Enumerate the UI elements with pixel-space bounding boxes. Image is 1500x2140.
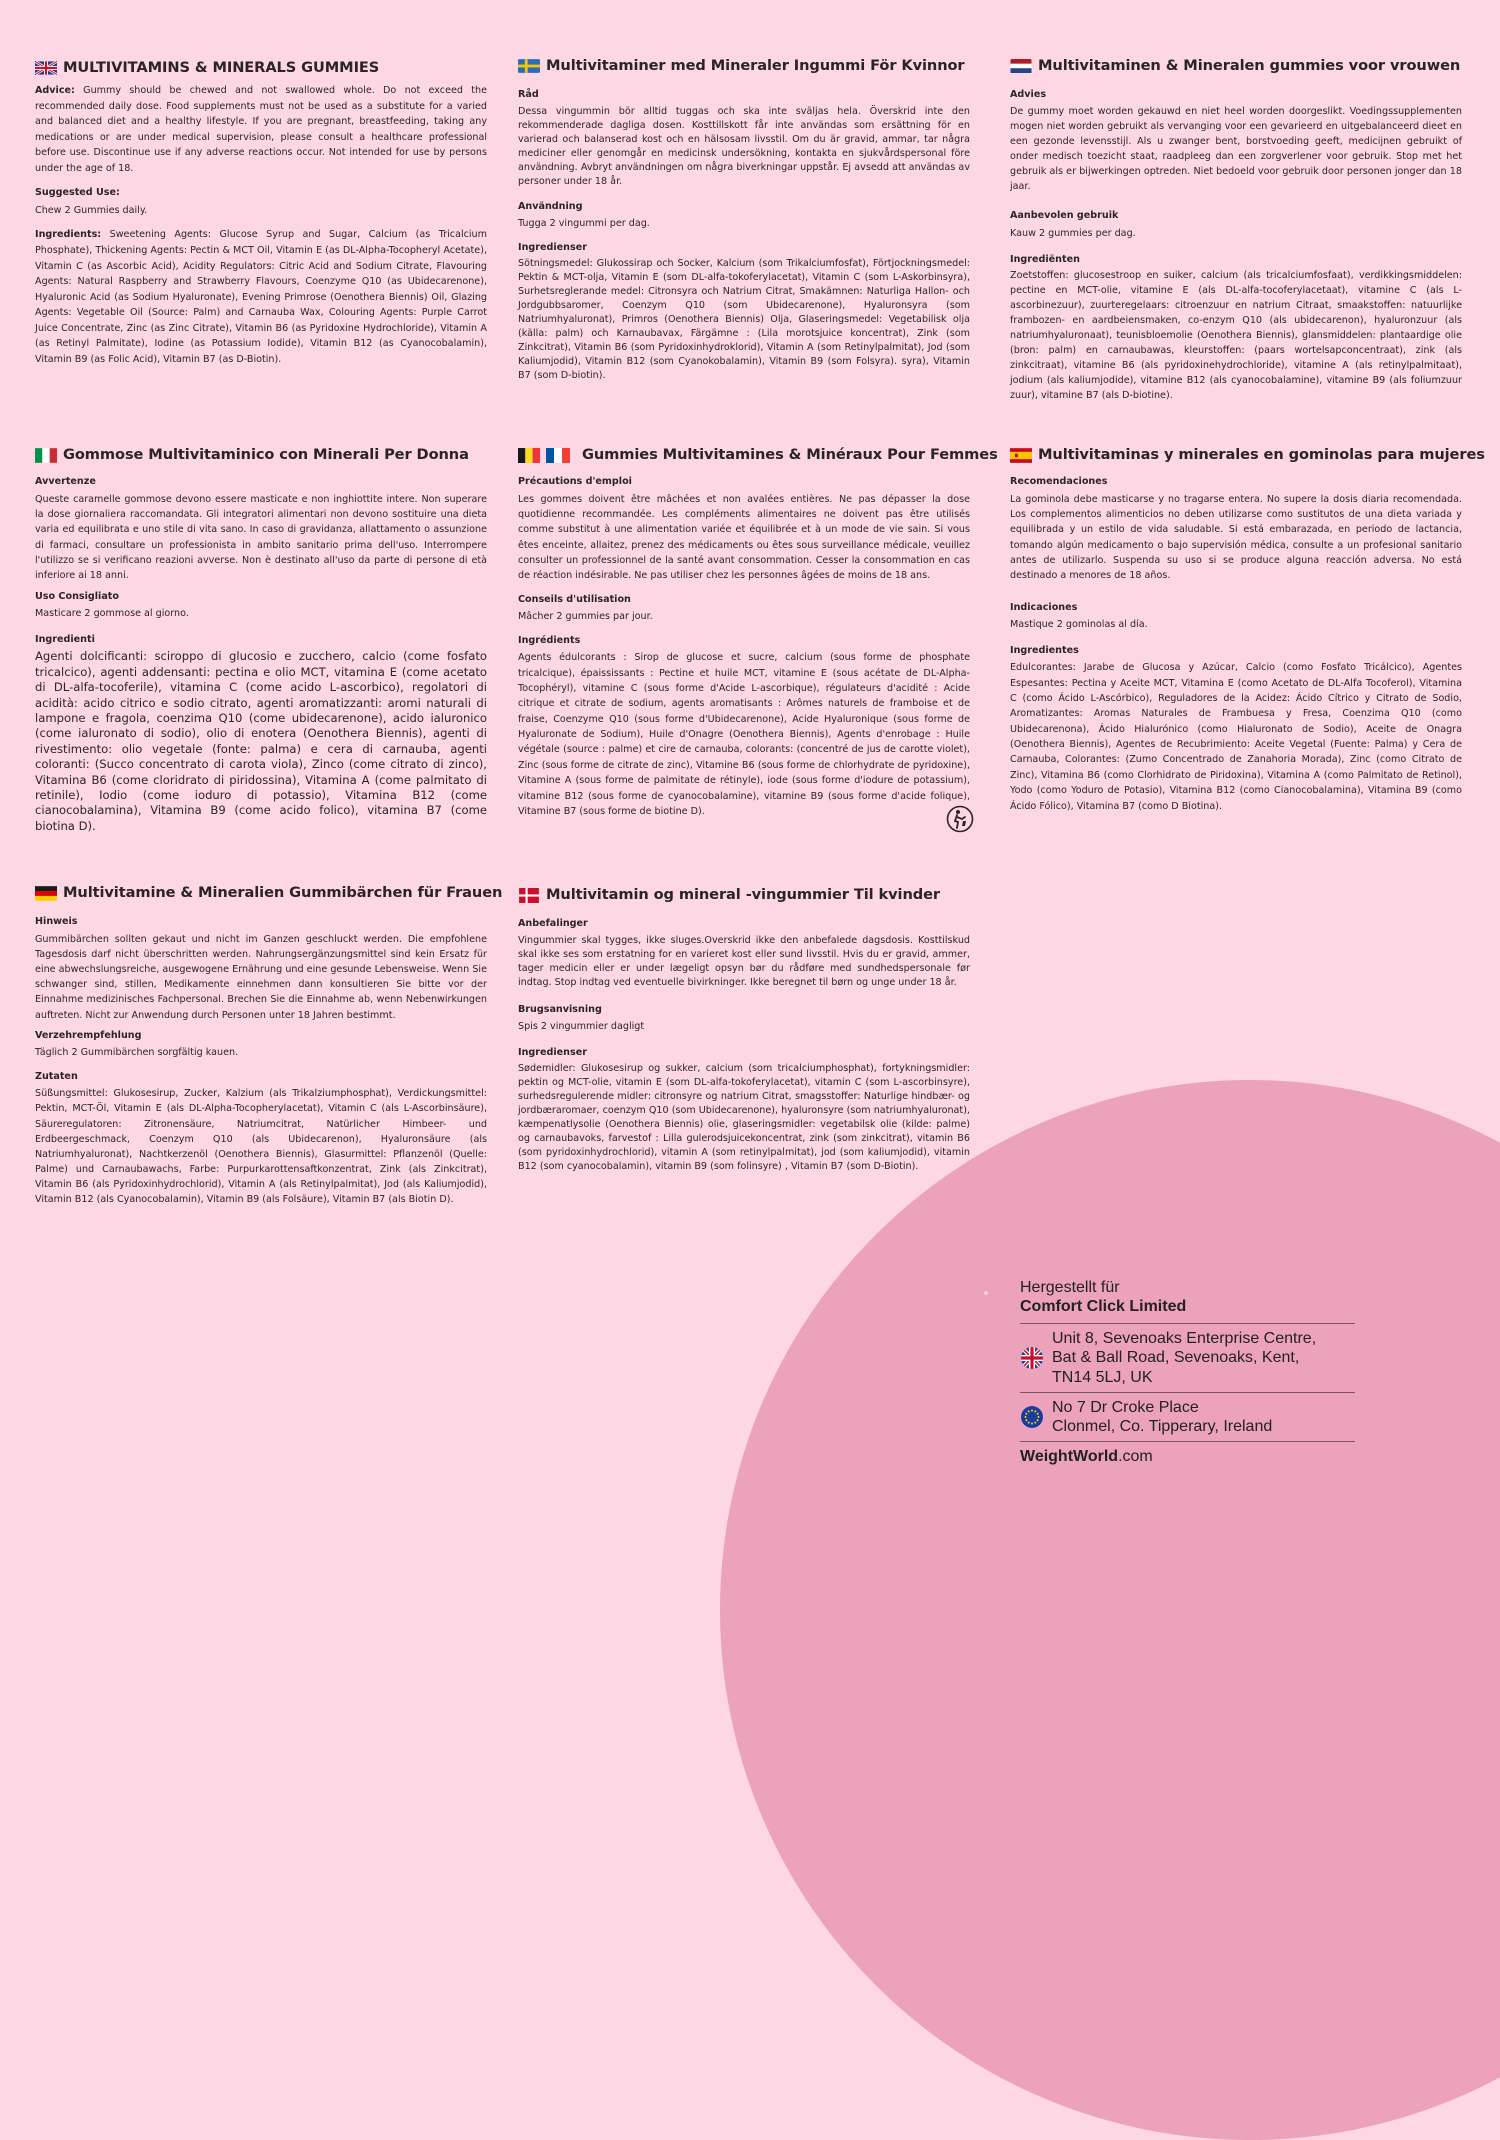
section-german	[35, 884, 503, 1213]
section-danish	[518, 886, 970, 1179]
suggested-use-label: Indicaciones	[1010, 601, 1078, 613]
advice-text: Queste caramelle gommose devono essere masticate e non inghiottite intere. Non superare la dose giornaliera raccomandata. Gli integratori alimentari non devono sostituire una dieta varia ed equilibrata e uno stile di vita sano. In caso di gravidanza, allattamento o assunzione di farmaci, consultare un professionista in ambito sanitario prima dell'uso. Interrompere l'utilizzo se si verificano reazioni avverse. Non è destinato all'uso da parte di persone di età inferiore ai 18 anni.	[35, 493, 487, 582]
ingredients-text: Süßungsmittel: Glukosesirup, Zucker, Kalzium (als Trikalziumphosphat), Verdickungsmittel: Pektin, MCT-Öl, Vitamin E (als DL-Alpha-Tocopherylacetat), Vitamin C (als L-Ascorbinsäure), Säureregulatoren: Zitronensäure, Natriumcitrat, Natürlicher Himbeer- und Erdbeergeschmack, Coenzym Q10 (als Ubidecarenon), Hyaluronsäure (als Natriumhyaluronat), Nachtkerzenöl (Oenothera Biennis), Glasurmittel: Pflanzenöl (Quelle: Palme) und Carnaubawachs, Farbe: Purpurkarottensaftkonzentrat, Zink (als Zinkcitrat), Vitamin B6 (als Pyridoxinhydrochlorid), Vitamin A (als Retinylpalmitat), Jod (als Kaliumjodid), Vitamin B12 (als Cyanocobalamin), Vitamin B9 (als Folsäure), Vitamin B7 (als Biotin D).	[35, 1088, 487, 1206]
title-text: Gummies Multivitamines & Minéraux Pour Femmes	[582, 446, 998, 463]
decorative-pink-circle	[720, 1080, 1500, 2140]
advice-label: Råd	[518, 89, 539, 101]
advice-text: Dessa vingummin bör alltid tuggas och ska inte sväljas hela. Överskrid inte den rekommenderade dagliga dosen. Kosttillskott får inte användas som ersättning för en varierad och balanserad kost och en hälsosam livsstil. Om du är gravid, ammar, tar några mediciner eller genomgår en medicinsk undersökning, kontakta en sjukvårdspersonal före användning. Avbryt användningen om några biverkningar uppstår. Ej avsedd att användas av personer under 18 år.	[518, 105, 970, 187]
eu-address-line-1: No 7 Dr Croke Place	[1052, 1398, 1199, 1416]
suggested-use-label: Conseils d'utilisation	[518, 593, 631, 605]
section-swedish	[518, 57, 970, 388]
eu-flag-icon	[1020, 1405, 1044, 1429]
made-for-label: Hergestellt für	[1020, 1279, 1120, 1296]
title-text: Multivitaminen & Mineralen gummies voor vrouwen	[1038, 57, 1461, 74]
eu-address-line-2: Clonmel, Co. Tipperary, Ireland	[1052, 1417, 1273, 1435]
ingredients-label: Ingredienser	[518, 1046, 587, 1058]
ingredients-label: Ingrediënten	[1010, 253, 1080, 265]
section-spanish	[1010, 446, 1485, 819]
ingredients-label: Ingredientes	[1010, 644, 1079, 656]
ingredients-label: Zutaten	[35, 1070, 78, 1082]
section-title-spanish	[1010, 446, 1485, 464]
advice-label: Advies	[1010, 89, 1047, 101]
ingredients-text: Zoetstoffen: glucosestroop en suiker, calcium (als tricalciumfosfaat), verdikkingsmiddelen: pectine en MCT-olie, vitamine E (als DL-alfa-tocoferylacetaat), vitamine C (als L-ascorbinezuur), zuurteregelaars: citroenzuur en natrium Citraat, smaakstoffen: natuurlijke frambozen- en aardbeiensmaken, co-enzym Q10 (als ubidecarenon), hyaluronzuur (als natriumhyaluronaat), teunisbloemolie (Oenothera Biennis), glansmiddelen: plantaardige olie (bron: palm) en carnaubawas, kleurstoffen: (paars wortelsapconcentraat), zink (als zinkcitraat), vitamine B6 (als pyridoxinehydrochloride), vitamine A (als retinylpalmitaat), jodium (als kaliumjodide), vitamine B12 (als cyanocobalamine), vitamine B9 (als foliumzuur zuur), vitamine B7 (als D-biotine).	[1010, 270, 1462, 401]
suggested-use-text: Mastique 2 gominolas al día.	[1010, 619, 1148, 631]
suggested-use-label: Verzehrempfehlung	[35, 1029, 142, 1041]
ingredients-label: Ingrédients	[518, 634, 581, 646]
ingredients-text: Edulcorantes: Jarabe de Glucosa y Azúcar, Calcio (como Fosfato Tricálcico), Agentes Espesantes: Pectina y Aceite MCT, Vitamina E (como Acetato de DL-Alfa Tocoferol), Vitamina C (como Ácido L-Ascórbico), Reguladores de la Acidez: Ácido Cítrico y Citrato de Sodio, Aromatizantes: Aromas Naturales de Frambuesa y Fresa, Coenzima Q10 (como Ubidecarenona), Ácido Hialurónico (como Hialuronato de Sodio), Aceite de Onagra (Oenothera Biennis), Agentes de Recubrimiento: Aceite Vegetal (Fuente: Palma) y Cera de Carnauba, Colorantes: (Zumo Concentrado de Zanahoria Morada), Zinc (como Citrato de Zinc), Vitamina B6 (como Clorhidrato de Piridoxina), Vitamina A (como Palmitato de Retinol), Yodo (como Yoduro de Potasio), Vitamina B12 (como Cianocobalamina), Vitamina B9 (como Ácido Fólico), Vitamina B7 (como D Biotina).	[1010, 662, 1462, 812]
section-dutch	[1010, 57, 1462, 409]
suggested-use-text: Mâcher 2 gummies par jour.	[518, 611, 653, 623]
ingredients-label: Ingredients:	[35, 229, 102, 241]
eu-address-row	[1020, 1392, 1355, 1441]
suggested-use-text: Kauw 2 gummies per dag.	[1010, 228, 1136, 240]
tidyman-recycle-icon	[946, 805, 974, 833]
advice-label: Hinweis	[35, 916, 78, 928]
netherlands-flag-icon	[1010, 59, 1032, 73]
ingredients-label: Ingredienti	[35, 633, 95, 645]
suggested-use-text: Spis 2 vingummier dagligt	[518, 1021, 645, 1033]
title-text: Multivitamin og mineral -vingummier Til kvinder	[546, 886, 940, 903]
section-title-italian	[35, 446, 487, 464]
ingredients-text: Sötningsmedel: Glukossirap och Socker, Kalcium (som Trikalciumfosfat), Förtjockningsmedel: Pektin & MCT-olja, Vitamin E (som DL-alfa-tokoferylacetat), Vitamin C (som L-Askorbinsyra), Surhetsreglerande medel: Citronsyra och Natrium Citrat, Smakämnen: Naturliga Hallon- och Jordgubbsaromer, Coenzym Q10 (som Ubidecarenone), Hyaluronsyra (som Natriumhyaluronat), Primros (Oenothera Biennis) Olja, Glaseringsmedel: Vegetabilisk olja (källa: palm) och Karnaubavax, Färgämne : (Lila morotsjuice koncentrat), Zink (som Zinkcitrat), Vitamin B6 (som Pyridoxinhydroklorid), Vitamin A (som Retinylpalmitat), Jod (som Kaliumjodid), Vitamin B12 (som Cyanokobalamin), Vitamin B9 (som Folsyra). syra), Vitamin B7 (som D-biotin).	[518, 258, 970, 382]
suggested-use-text: Täglich 2 Gummibärchen sorgfältig kauen.	[35, 1047, 239, 1059]
website-name: WeightWorld	[1020, 1448, 1119, 1466]
advice-text: Gummy should be chewed and not swallowed whole. Do not exceed the recommended daily dose. Food supplements must not be used as a substitute for a varied and balanced diet and a healthy lifestyle. If you are pregnant, breastfeeding, taking any medications or are under medical supervision, please consult a healthcare professional before use. Discontinue use if any adverse reactions occur. Not intended for use by persons under the age of 18.	[35, 85, 487, 174]
advice-label: Recomendaciones	[1010, 476, 1108, 488]
eu-address	[1052, 1398, 1272, 1436]
title-text: MULTIVITAMINS & MINERALS GUMMIES	[63, 59, 380, 76]
uk-address-row	[1020, 1323, 1355, 1392]
ingredients-label: Ingredienser	[518, 241, 587, 253]
section-title-danish	[518, 886, 970, 904]
advice-label: Anbefalinger	[518, 918, 588, 930]
advice-text: De gummy moet worden gekauwd en niet heel worden doorgeslikt. Voedingssupplementen mogen niet worden gebruikt als vervanging voor een gevarieerd en uitgebalanceerd dieet en een gezonde levensstijl. Als u zwanger bent, borstvoeding geeft, medicijnen gebruikt of onder medisch toezicht staat, raadpleeg dan een zorgverlener voor gebruik. Stop met het gebruik als er bijwerkingen optreden. Niet bedoeld voor gebruik door personen jonger dan 18 jaar.	[1010, 105, 1462, 192]
advice-text: Les gommes doivent être mâchées et non avalées entières. Ne pas dépasser la dose quotidienne recommandée. Les compléments alimentaires ne doivent pas être utilisés comme substitut à une alimentation variée et équilibrée et à un mode de vie sain. Si vous êtes enceinte, allaitez, prenez des médicaments ou êtes sous surveillance médicale, veuillez consulter un professionnel de la santé avant consommation. Cesser la consommation en cas de réaction indésirable. Ne pas utiliser chez les personnes âgées de moins de 18 ans.	[518, 493, 970, 582]
ingredients-text: Agents édulcorants : Sirop de glucose et sucre, calcium (sous forme de phosphate tricalcique), épaississants : Pectine et huile MCT, vitamine E (sous acétate de DL-Alpha-Tocophéryl), vitamine C (sous forme d'Acide L-ascorbique), régulateurs d'acidité : Acide citrique et citrate de sodium, agents aromatisants : Arômes naturels de framboise et de fraise, Coenzyme Q10 (sous forme d'Ubidecarenone), Acide Hyaluronique (sous forme de Hyaluronate de Sodium), Huile d'Onagre (Oenothera Biennis), Agents d'enrobage : Huile végétale (source : palme) et cire de carnauba, colorants: (concentré de jus de carotte violet), Zinc (sous forme de citrate de zinc), Vitamine B6 (sous forme de chlorhydrate de pyridoxine), Vitamine A (sous forme de palmitate de rétinyle), iode (sous forme d'iodure de potassium), vitamine B12 (sous forme de cyanocobalamine), vitamine B9 (sous forme d'acide folique), Vitamine B7 (sous forme de biotine D).	[518, 652, 970, 817]
section-title-swedish	[518, 57, 970, 75]
website-tld: .com	[1118, 1448, 1153, 1466]
uk-address-line-3: TN14 5LJ, UK	[1052, 1368, 1153, 1386]
section-title-german	[35, 884, 503, 902]
ingredients-paragraph	[35, 227, 487, 367]
advice-text: Vingummier skal tygges, ikke sluges.Overskrid ikke den anbefalede dagsdosis. Kosttilskud skal ikke ses som erstatning for en varieret kost eller sund livsstil. Hvis du er gravid, ammer, tager medicin eller er under lægeligt opsyn bør du rådføre med sundhedspersonale før indtag. Stop indtag ved eventuelle bivirkninger. Ikke beregnet til børn og unge under 18 år.	[518, 934, 970, 988]
advice-text: Gummibärchen sollten gekaut und nicht im Ganzen geschluckt werden. Die empfohlene Tagesdosis darf nicht überschritten werden. Nahrungsergänzungsmittel sind kein Ersatz für eine abwechslungsreiche, ausgewogene Ernährung und eine gesunde Lebensweise. Wenn Sie schwanger sind, stillen, Medikamente einnehmen dann konsultieren Sie bitte vor der Einnahme medizinisches Fachpersonal. Brechen Sie die Einnahme ab, wenn Nebenwirkungen auftreten. Nicht zur Anwendung durch Personen unter 18 Jahren bestimmt.	[35, 933, 487, 1021]
uk-address-line-2: Bat & Ball Road, Sevenoaks, Kent,	[1052, 1349, 1300, 1367]
title-text: Gommose Multivitaminico con Minerali Per Donna	[63, 446, 469, 463]
decorative-dot	[984, 1291, 988, 1295]
denmark-flag-icon	[518, 888, 540, 902]
germany-flag-icon	[35, 886, 57, 900]
advice-paragraph	[35, 83, 487, 176]
suggested-use-label: Suggested Use:	[35, 187, 120, 199]
belgium-france-flags-icon	[518, 448, 570, 462]
suggested-use-label: Aanbevolen gebruik	[1010, 210, 1119, 222]
title-text: Multivitaminer med Mineraler Ingummi För Kvinnor	[546, 57, 965, 74]
title-text: Multivitamine & Mineralien Gummibärchen für Frauen	[63, 884, 503, 901]
website[interactable]	[1020, 1441, 1355, 1466]
section-italian	[35, 446, 487, 839]
sweden-flag-icon	[518, 59, 540, 73]
suggested-use-label: Brugsanvisning	[518, 1003, 602, 1015]
title-text: Multivitaminas y minerales en gominolas para mujeres	[1038, 446, 1485, 463]
section-english	[35, 59, 487, 372]
section-title-french	[518, 446, 998, 464]
advice-text: La gominola debe masticarse y no tragarse entera. No supere la dosis diaria recomendada. Los complementos alimenticios no deben utilizarse como sustitutos de una dieta variada y equilibrada y un estilo de vida saludable. Si está embarazada, en periodo de lactancia, tomando algún medicamento o bajo supervisión médica, consulte a un profesional sanitario antes de utilizarlo. Suspenda su uso si se produce alguna reacción adversa. No está destinado a menores de 18 años.	[1010, 493, 1462, 582]
italy-flag-icon	[35, 448, 57, 462]
suggested-use-label: Uso Consigliato	[35, 590, 119, 602]
manufacturer-footer	[1020, 1278, 1355, 1466]
uk-address	[1052, 1329, 1316, 1387]
uk-flag-icon	[35, 61, 57, 75]
advice-label: Précautions d'emploi	[518, 476, 632, 488]
suggested-use-text: Tugga 2 vingummi per dag.	[518, 218, 650, 230]
company-name: Comfort Click Limited	[1020, 1298, 1187, 1316]
suggested-use-label: Användning	[518, 200, 583, 212]
section-title-dutch	[1010, 57, 1462, 75]
suggested-use-text: Chew 2 Gummies daily.	[35, 204, 148, 216]
ingredients-text: Agenti dolcificanti: sciroppo di glucosio e zucchero, calcio (come fosfato tricalcico), agenti addensanti: pectina e olio MCT, vitamina E (come acetato di DL-alfa-tocoferile), vitamina C (come acido L-ascorbico), regolatori di acidità: acido citrico e sodio citrato, agenti aromatizzanti: aromi naturali di lampone e fragola, coenzima Q10 (come ubidecarenone), acido ialuronico (come ialuronato di sodio), olio di enotera (Oenothera Biennis), agenti di rivestimento: olio vegetale (fonte: palma) e cera di carnauba, agenti coloranti: (Succo concentrato di carota viola), Zinco (come citrato di zinco), Vitamina B6 (come cloridrato di piridossina), Vitamina A (come palmitato di retinile), Iodio (come ioduro di potassio), Vitamina B12 (come cianocobalamina), Vitamina B9 (come acido folico), vitamina B7 (come biotina D).	[35, 649, 487, 833]
section-french	[518, 446, 998, 824]
suggested-use-text: Masticare 2 gommose al giorno.	[35, 608, 189, 620]
ingredients-text: Sødemidler: Glukosesirup og sukker, calcium (som tricalciumphosphat), fortykningsmidler: pektin og MCT-olie, vitamin E (som DL-alfa-tokoferylacetat), vitamin C (som L-ascorbinsyre), surhedsregulerende midler: citronsyre og natrium Citrat, smagsstoffer: Naturlige hindbær- og jordbæraromaer, coenzym Q10 (som Ubidecarenone), hyaluronsyre (som natriumhyaluronat), kæmpenatlysolie (Oenothera Biennis) olie, glaseringsmidler: vegetabilsk olie (kilde: palme) og carnaubavoks, farvestof : Lilla gulerodsjuicekoncentrat, zink (som zinkcitrat), vitamin B6 (som pyridoxinhydrochlorid), vitamin A (som retinylpalmitat), jod (som kaliumjodid), vitamin B12 (som cyanocobalamin), vitamin B9 (som folinsyre) , Vitamin B7 (som D-Biotin).	[518, 1063, 970, 1173]
uk-address-line-1: Unit 8, Sevenoaks Enterprise Centre,	[1052, 1330, 1317, 1348]
spain-flag-icon	[1010, 448, 1032, 462]
section-title-english	[35, 59, 487, 77]
advice-label: Advice:	[35, 85, 75, 97]
advice-label: Avvertenze	[35, 476, 96, 488]
ingredients-text: Sweetening Agents: Glucose Syrup and Sugar, Calcium (as Tricalcium Phosphate), Thickening Agents: Pectin & MCT Oil, Vitamin E (as DL-Alpha-Tocopheryl Acetate), Vitamin C (as Ascorbic Acid), Acidity Regulators: Citric Acid and Sodium Citrate, Flavouring Agents: Natural Raspberry and Strawberry Flavours, Coenzyme Q10 (as Ubidecarenone), Hyaluronic Acid (as Sodium Hyaluronate), Evening Primrose (Oenothera Biennis) Oil, Glazing Agents: Vegetable Oil (Source: Palm) and Carnauba Wax, Colouring Agents: Purple Carrot Juice Concentrate, Zinc (as Zinc Citrate), Vitamin B6 (as Pyridoxine Hydrochloride), Vitamin A (as Retinyl Palmitate), Iodine (as Potassium Iodide), Vitamin B12 (as Cyanocobalamin), Vitamin B9 (as Folic Acid), Vitamin B7 (as D-Biotin).	[35, 229, 487, 365]
uk-flag-icon	[1020, 1346, 1044, 1370]
